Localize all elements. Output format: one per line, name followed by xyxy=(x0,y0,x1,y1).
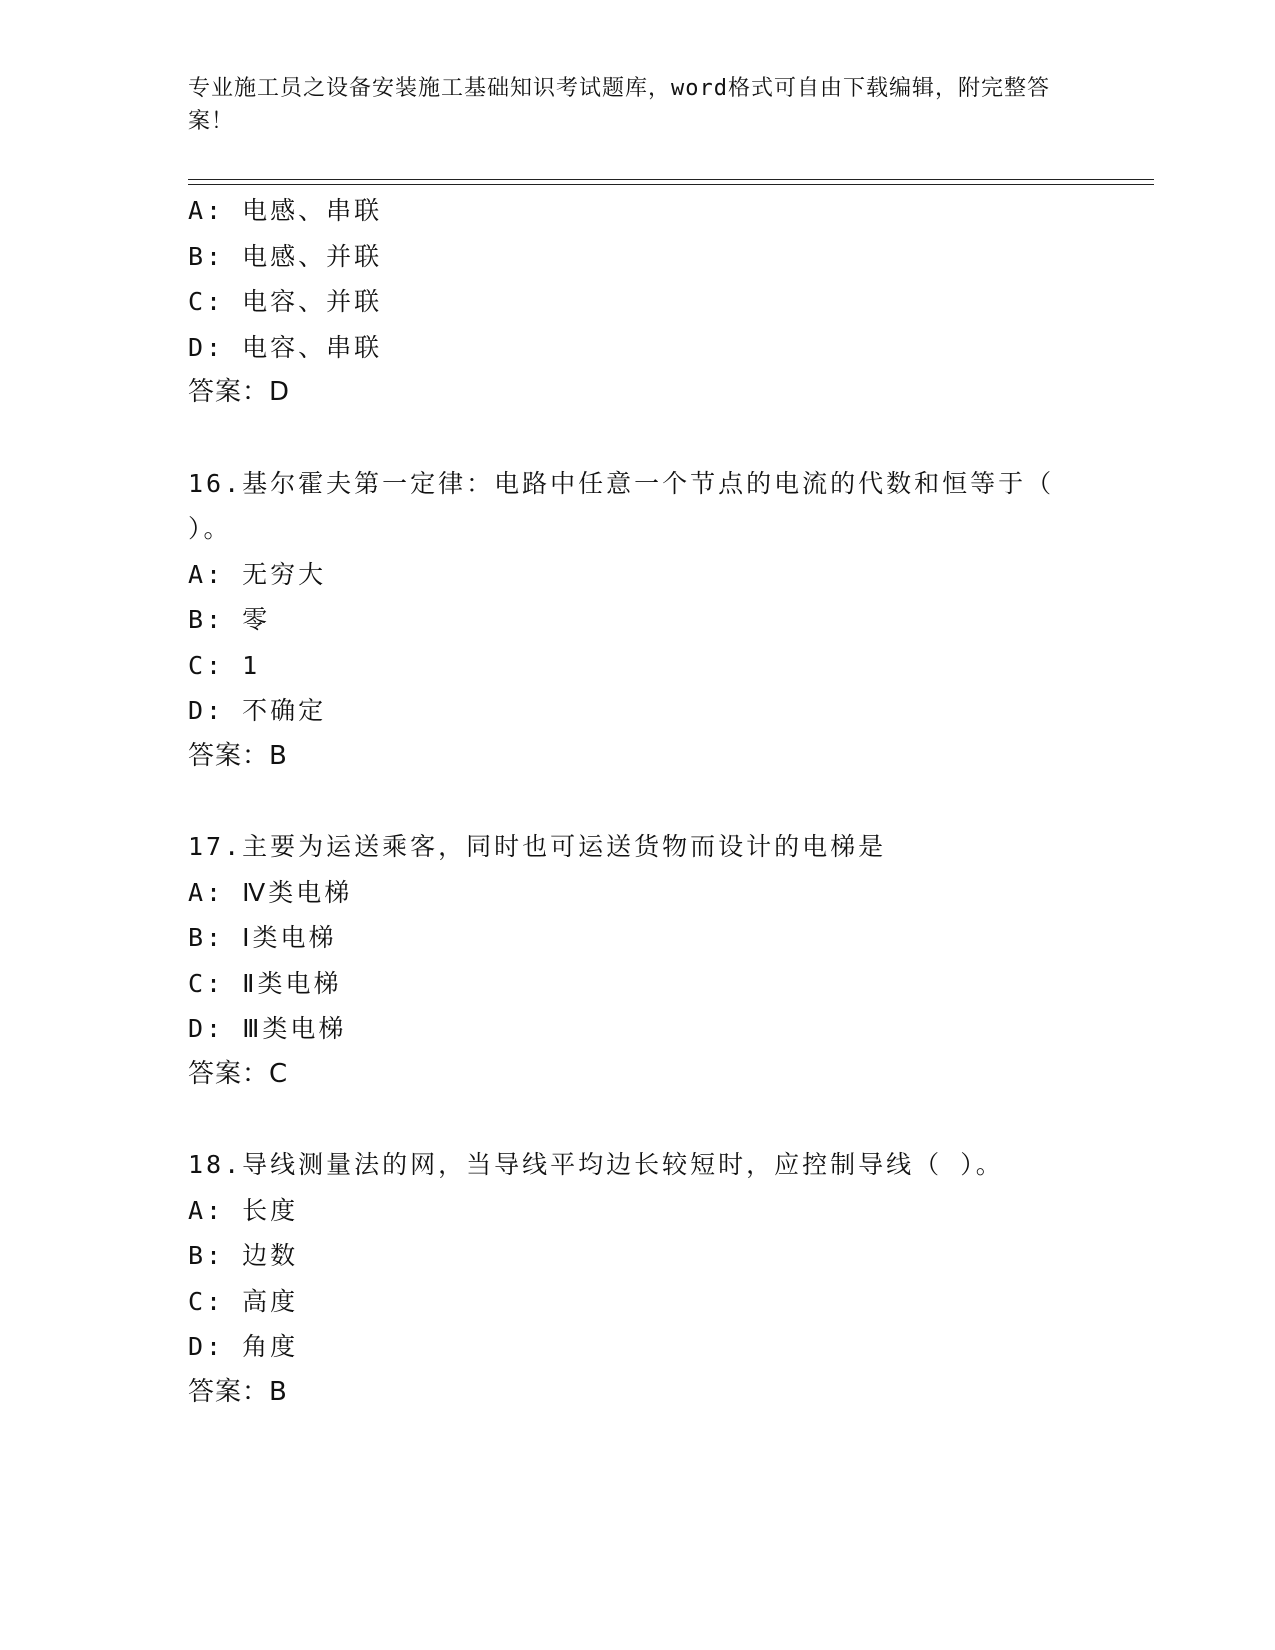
answer-line: 答案：C xyxy=(188,1058,289,1089)
option-c: C: 1 xyxy=(188,650,261,680)
answer-line: 答案：B xyxy=(188,740,288,771)
question-block-16 xyxy=(188,461,1088,780)
question-title: 18.导线测量法的网，当导线平均边长较短时，应控制导线（ ）。 xyxy=(188,1150,1004,1179)
option-c: C: 高度 xyxy=(188,1286,299,1316)
answer-line: 答案：B xyxy=(188,1376,288,1407)
answer-line: 答案：D xyxy=(188,377,291,407)
option-a: A: 无穷大 xyxy=(188,559,327,589)
option-b: B: Ⅰ类电梯 xyxy=(188,923,337,952)
option-c: C: 电容、并联 xyxy=(188,287,383,316)
option-d: D: 角度 xyxy=(188,1332,299,1361)
question-list xyxy=(188,188,1088,1415)
option-c: C: Ⅱ类电梯 xyxy=(188,968,342,998)
question-title: 17.主要为运送乘客，同时也可运送货物而设计的电梯是 xyxy=(188,832,887,861)
option-d: D: Ⅲ类电梯 xyxy=(188,1014,347,1043)
option-a: A: Ⅳ类电梯 xyxy=(188,877,353,907)
option-b: B: 零 xyxy=(188,605,271,634)
option-b: B: 边数 xyxy=(188,1241,299,1270)
option-a: A: 电感、串联 xyxy=(188,196,383,225)
question-block-15 xyxy=(188,188,1088,416)
option-d: D: 不确定 xyxy=(188,696,327,725)
question-block-17 xyxy=(188,824,1088,1097)
option-a: A: 长度 xyxy=(188,1195,299,1225)
option-d: D: 电容、串联 xyxy=(188,332,383,362)
header-rule-top xyxy=(188,179,1154,180)
header-rule-bottom xyxy=(188,184,1154,185)
question-title: 16.基尔霍夫第一定律：电路中任意一个节点的电流的代数和恒等于（ ）。 xyxy=(188,468,1055,543)
option-b: B: 电感、并联 xyxy=(188,241,383,271)
question-block-18 xyxy=(188,1142,1088,1415)
document-header: 专业施工员之设备安装施工基础知识考试题库，word格式可自由下载编辑，附完整答案！ xyxy=(188,76,1050,134)
